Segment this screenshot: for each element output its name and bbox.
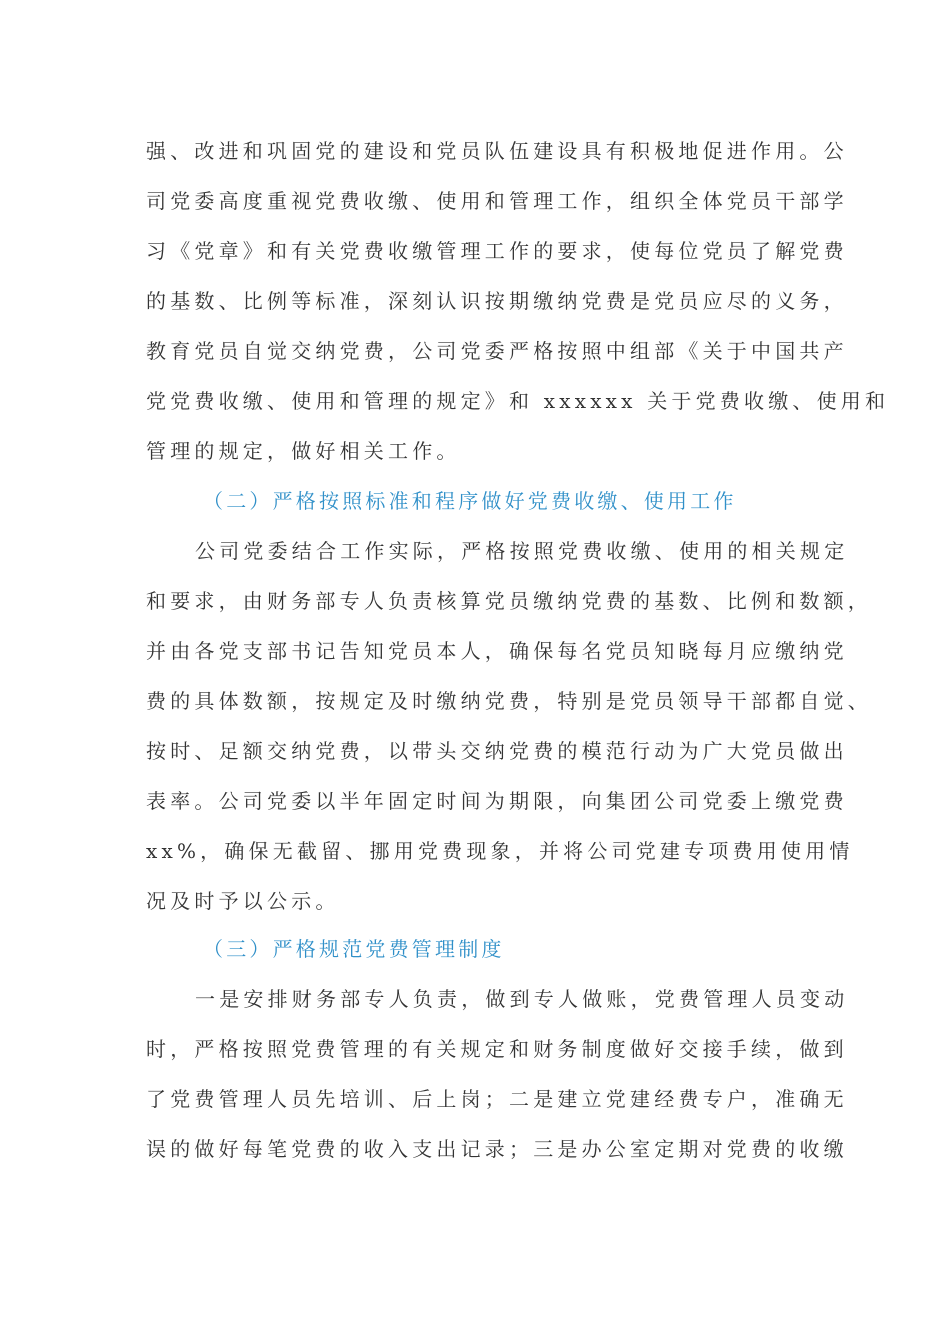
section2-line-5: 按时、足额交纳党费，以带头交纳党费的模范行动为广大党员做出: [146, 739, 848, 763]
paragraph1-line-2: 司党委高度重视党费收缴、使用和管理工作，组织全体党员干部学: [146, 189, 848, 213]
paragraph1-line-7: 管理的规定，做好相关工作。: [146, 439, 461, 463]
paragraph1-line-6: 党党费收缴、使用和管理的规定》和 xxxxxx 关于党费收缴、使用和: [146, 389, 890, 413]
paragraph1-line-3: 习《党章》和有关党费收缴管理工作的要求，使每位党员了解党费: [146, 239, 848, 263]
section3-line-3: 了党费管理人员先培训、后上岗；二是建立党建经费专户，准确无: [146, 1087, 848, 1111]
section2-line-3: 并由各党支部书记告知党员本人，确保每名党员知晓每月应缴纳党: [146, 639, 848, 663]
section3-line-2: 时，严格按照党费管理的有关规定和财务制度做好交接手续，做到: [146, 1037, 848, 1061]
section2-line-6: 表率。公司党委以半年固定时间为期限，向集团公司党委上缴党费: [146, 789, 848, 813]
section3-heading: （三）严格规范党费管理制度: [203, 937, 505, 961]
section2-line-4: 费的具体数额，按规定及时缴纳党费，特别是党员领导干部都自觉、: [146, 689, 872, 713]
section2-line-7: xx%，确保无截留、挪用党费现象，并将公司党建专项费用使用情: [146, 839, 854, 863]
paragraph1-line-4: 的基数、比例等标准，深刻认识按期缴纳党费是党员应尽的义务，: [146, 289, 848, 313]
section2-line-2: 和要求，由财务部专人负责核算党员缴纳党费的基数、比例和数额，: [146, 589, 872, 613]
section3-line-4: 误的做好每笔党费的收入支出记录；三是办公室定期对党费的收缴: [146, 1137, 848, 1161]
section3-line-1: 一是安排财务部专人负责，做到专人做账，党费管理人员变动: [195, 987, 849, 1011]
section2-line-1: 公司党委结合工作实际，严格按照党费收缴、使用的相关规定: [195, 539, 849, 563]
section2-heading: （二）严格按照标准和程序做好党费收缴、使用工作: [203, 489, 737, 513]
section2-line-8: 况及时予以公示。: [146, 889, 340, 913]
paragraph1-line-5: 教育党员自觉交纳党费，公司党委严格按照中组部《关于中国共产: [146, 339, 848, 363]
paragraph1-line-1: 强、改进和巩固党的建设和党员队伍建设具有积极地促进作用。公: [146, 139, 848, 163]
